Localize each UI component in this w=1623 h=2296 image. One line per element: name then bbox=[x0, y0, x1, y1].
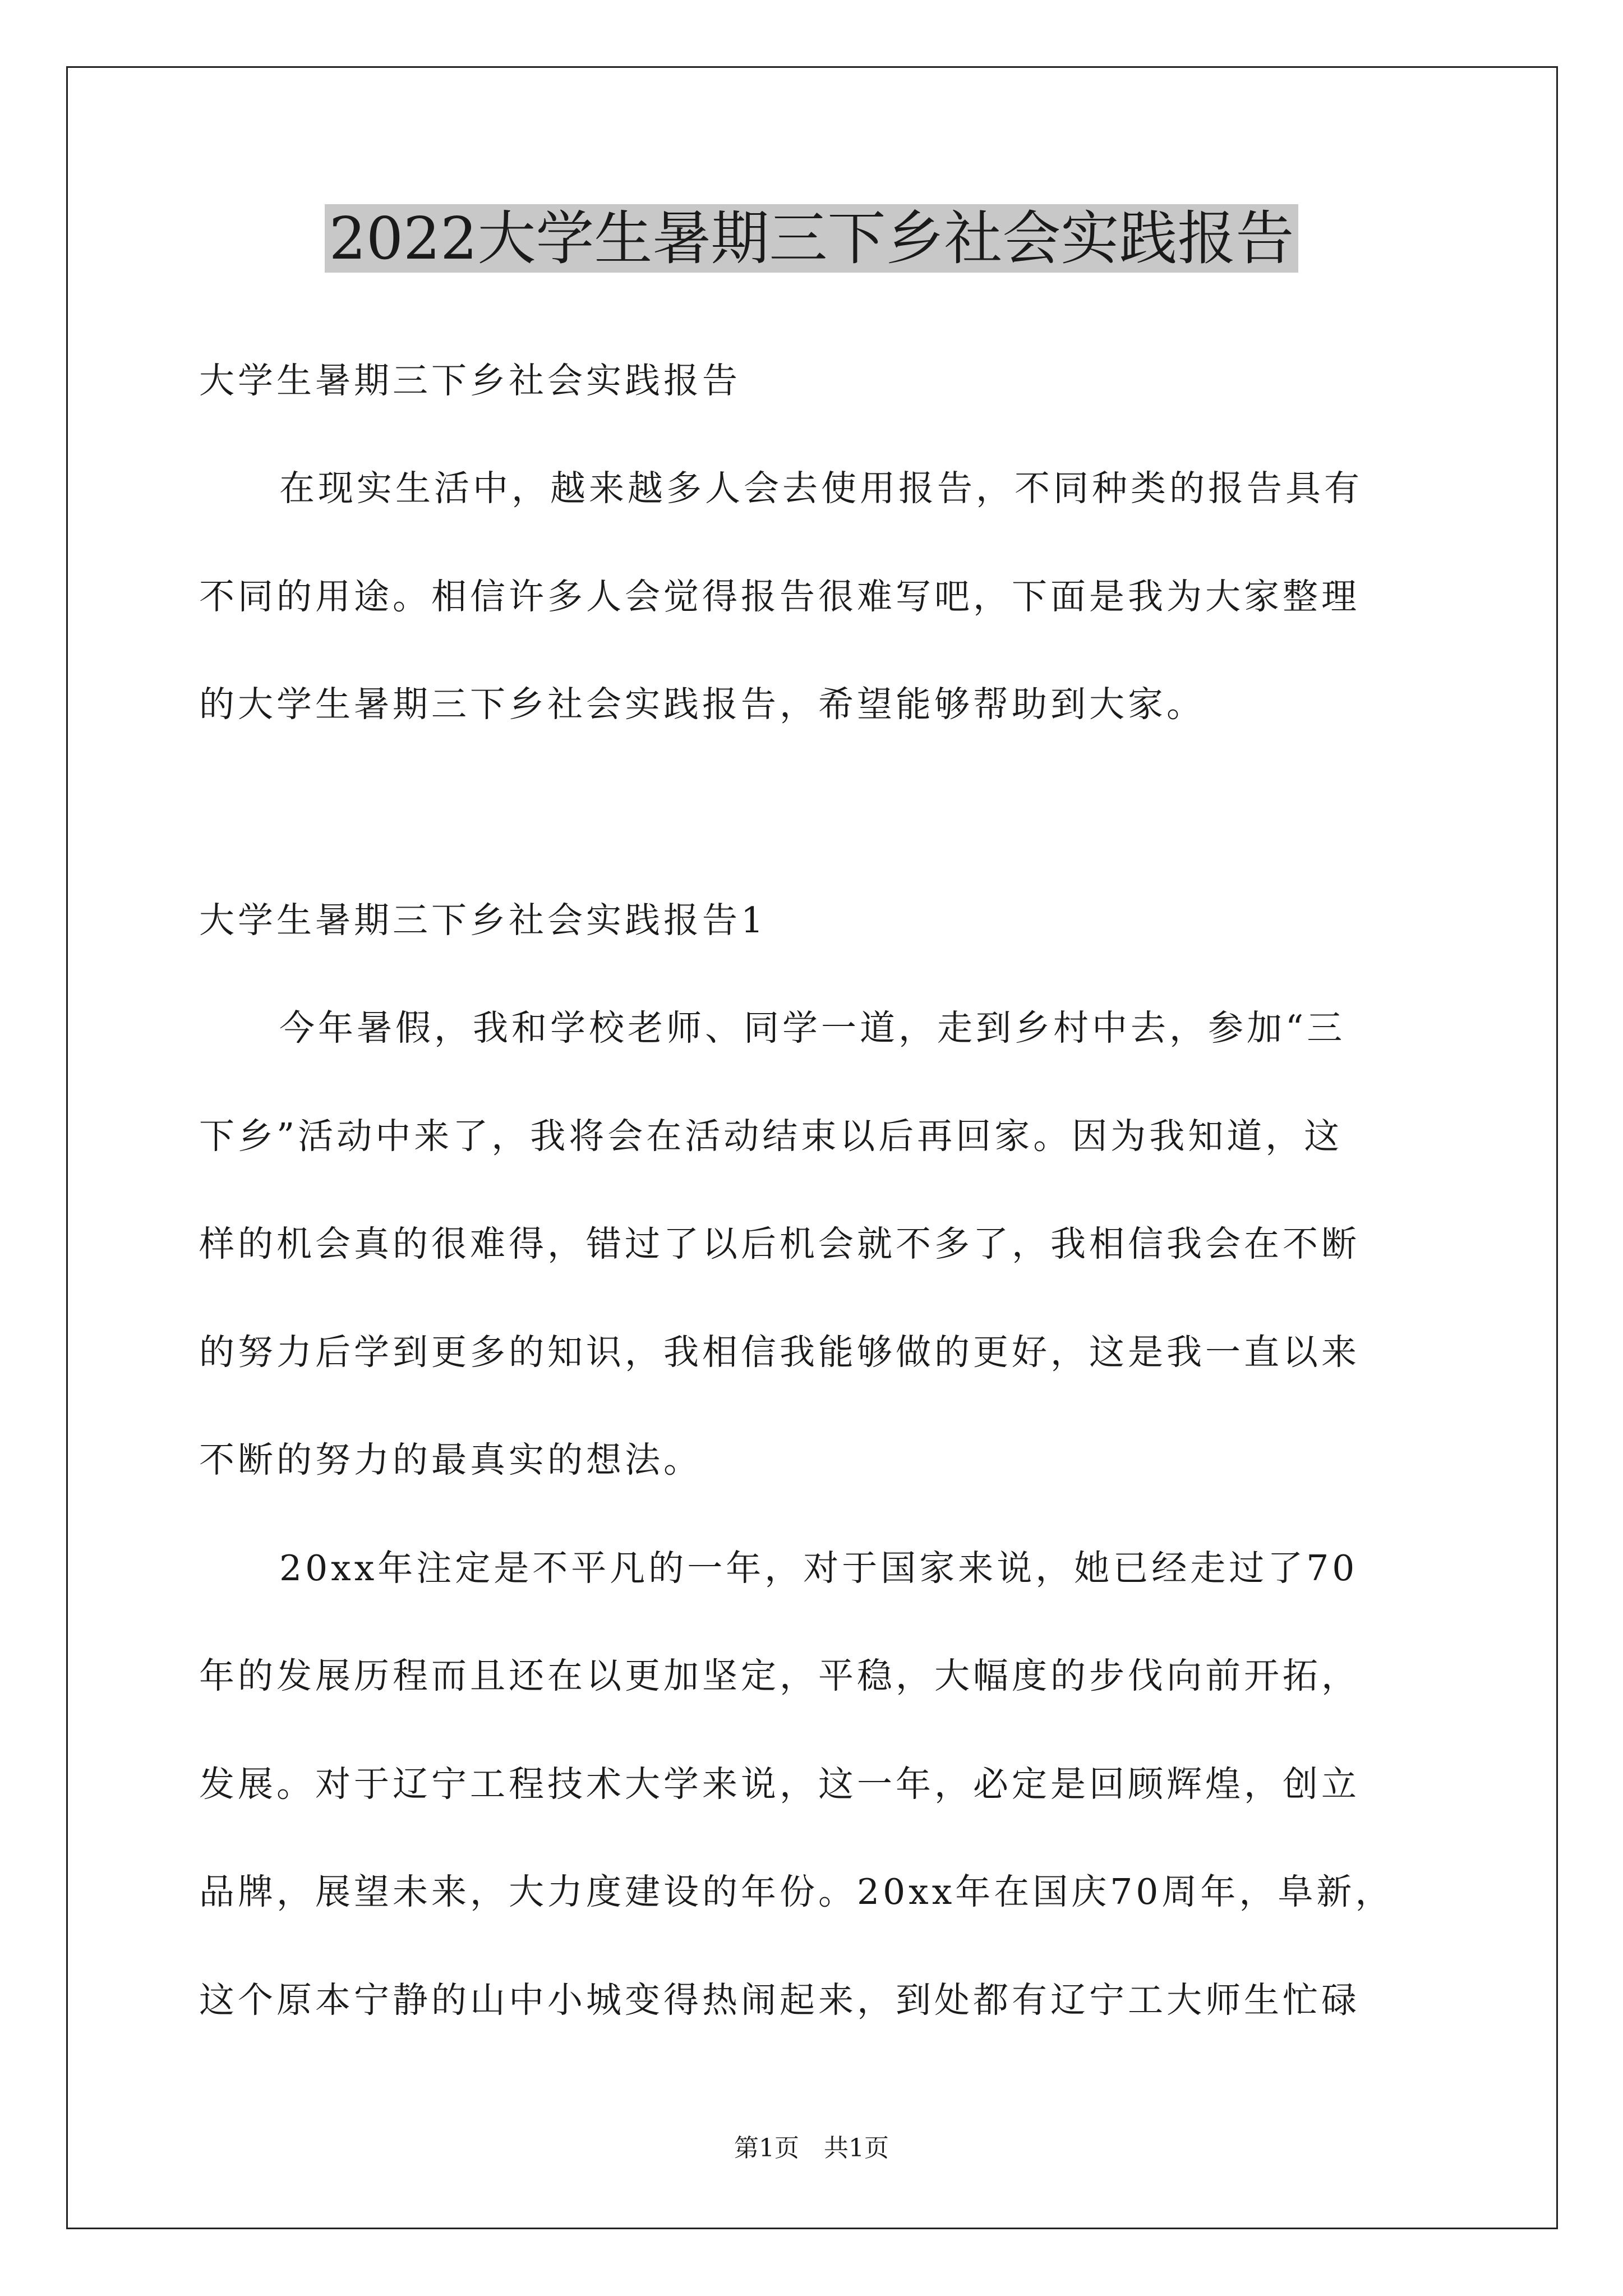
paragraph-line: 今年暑假，我和学校老师、同学一道，走到乡村中去，参加“三 bbox=[279, 1007, 1346, 1048]
paragraph-line: 样的机会真的很难得，错过了以后机会就不多了，我相信我会在不断 bbox=[199, 1223, 1360, 1264]
section-heading: 大学生暑期三下乡社会实践报告1 bbox=[199, 900, 767, 941]
paragraph-line: 品牌，展望未来，大力度建设的年份。20xx年在国庆70周年，阜新， bbox=[199, 1871, 1394, 1912]
paragraph-line: 年的发展历程而且还在以更加坚定，平稳，大幅度的步伐向前开拓， bbox=[199, 1655, 1360, 1696]
document-title-text: 2022大学生暑期三下乡社会实践报告 bbox=[325, 204, 1299, 273]
paragraph-line: 下乡”活动中来了，我将会在活动结束以后再回家。因为我知道，这 bbox=[199, 1116, 1343, 1157]
paragraph-line: 的努力后学到更多的知识，我相信我能够做的更好，这是我一直以来 bbox=[199, 1332, 1360, 1373]
page-footer: 第1页 共1页 bbox=[734, 2134, 889, 2162]
intro-line: 在现实生活中，越来越多人会去使用报告，不同种类的报告具有 bbox=[279, 468, 1363, 509]
paragraph-line: 不断的努力的最真实的想法。 bbox=[199, 1439, 702, 1480]
paragraph-line: 发展。对于辽宁工程技术大学来说，这一年，必定是回顾辉煌，创立 bbox=[199, 1764, 1360, 1805]
document-title bbox=[0, 202, 1623, 275]
intro-line: 不同的用途。相信许多人会觉得报告很难写吧，下面是我为大家整理 bbox=[199, 576, 1360, 617]
paragraph-line: 20xx年注定是不平凡的一年，对于国家来说，她已经走过了70 bbox=[279, 1548, 1358, 1589]
intro-line: 的大学生暑期三下乡社会实践报告，希望能够帮助到大家。 bbox=[199, 684, 1205, 725]
paragraph-line: 这个原本宁静的山中小城变得热闹起来，到处都有辽宁工大师生忙碌 bbox=[199, 1980, 1360, 2021]
subtitle: 大学生暑期三下乡社会实践报告 bbox=[199, 360, 741, 401]
